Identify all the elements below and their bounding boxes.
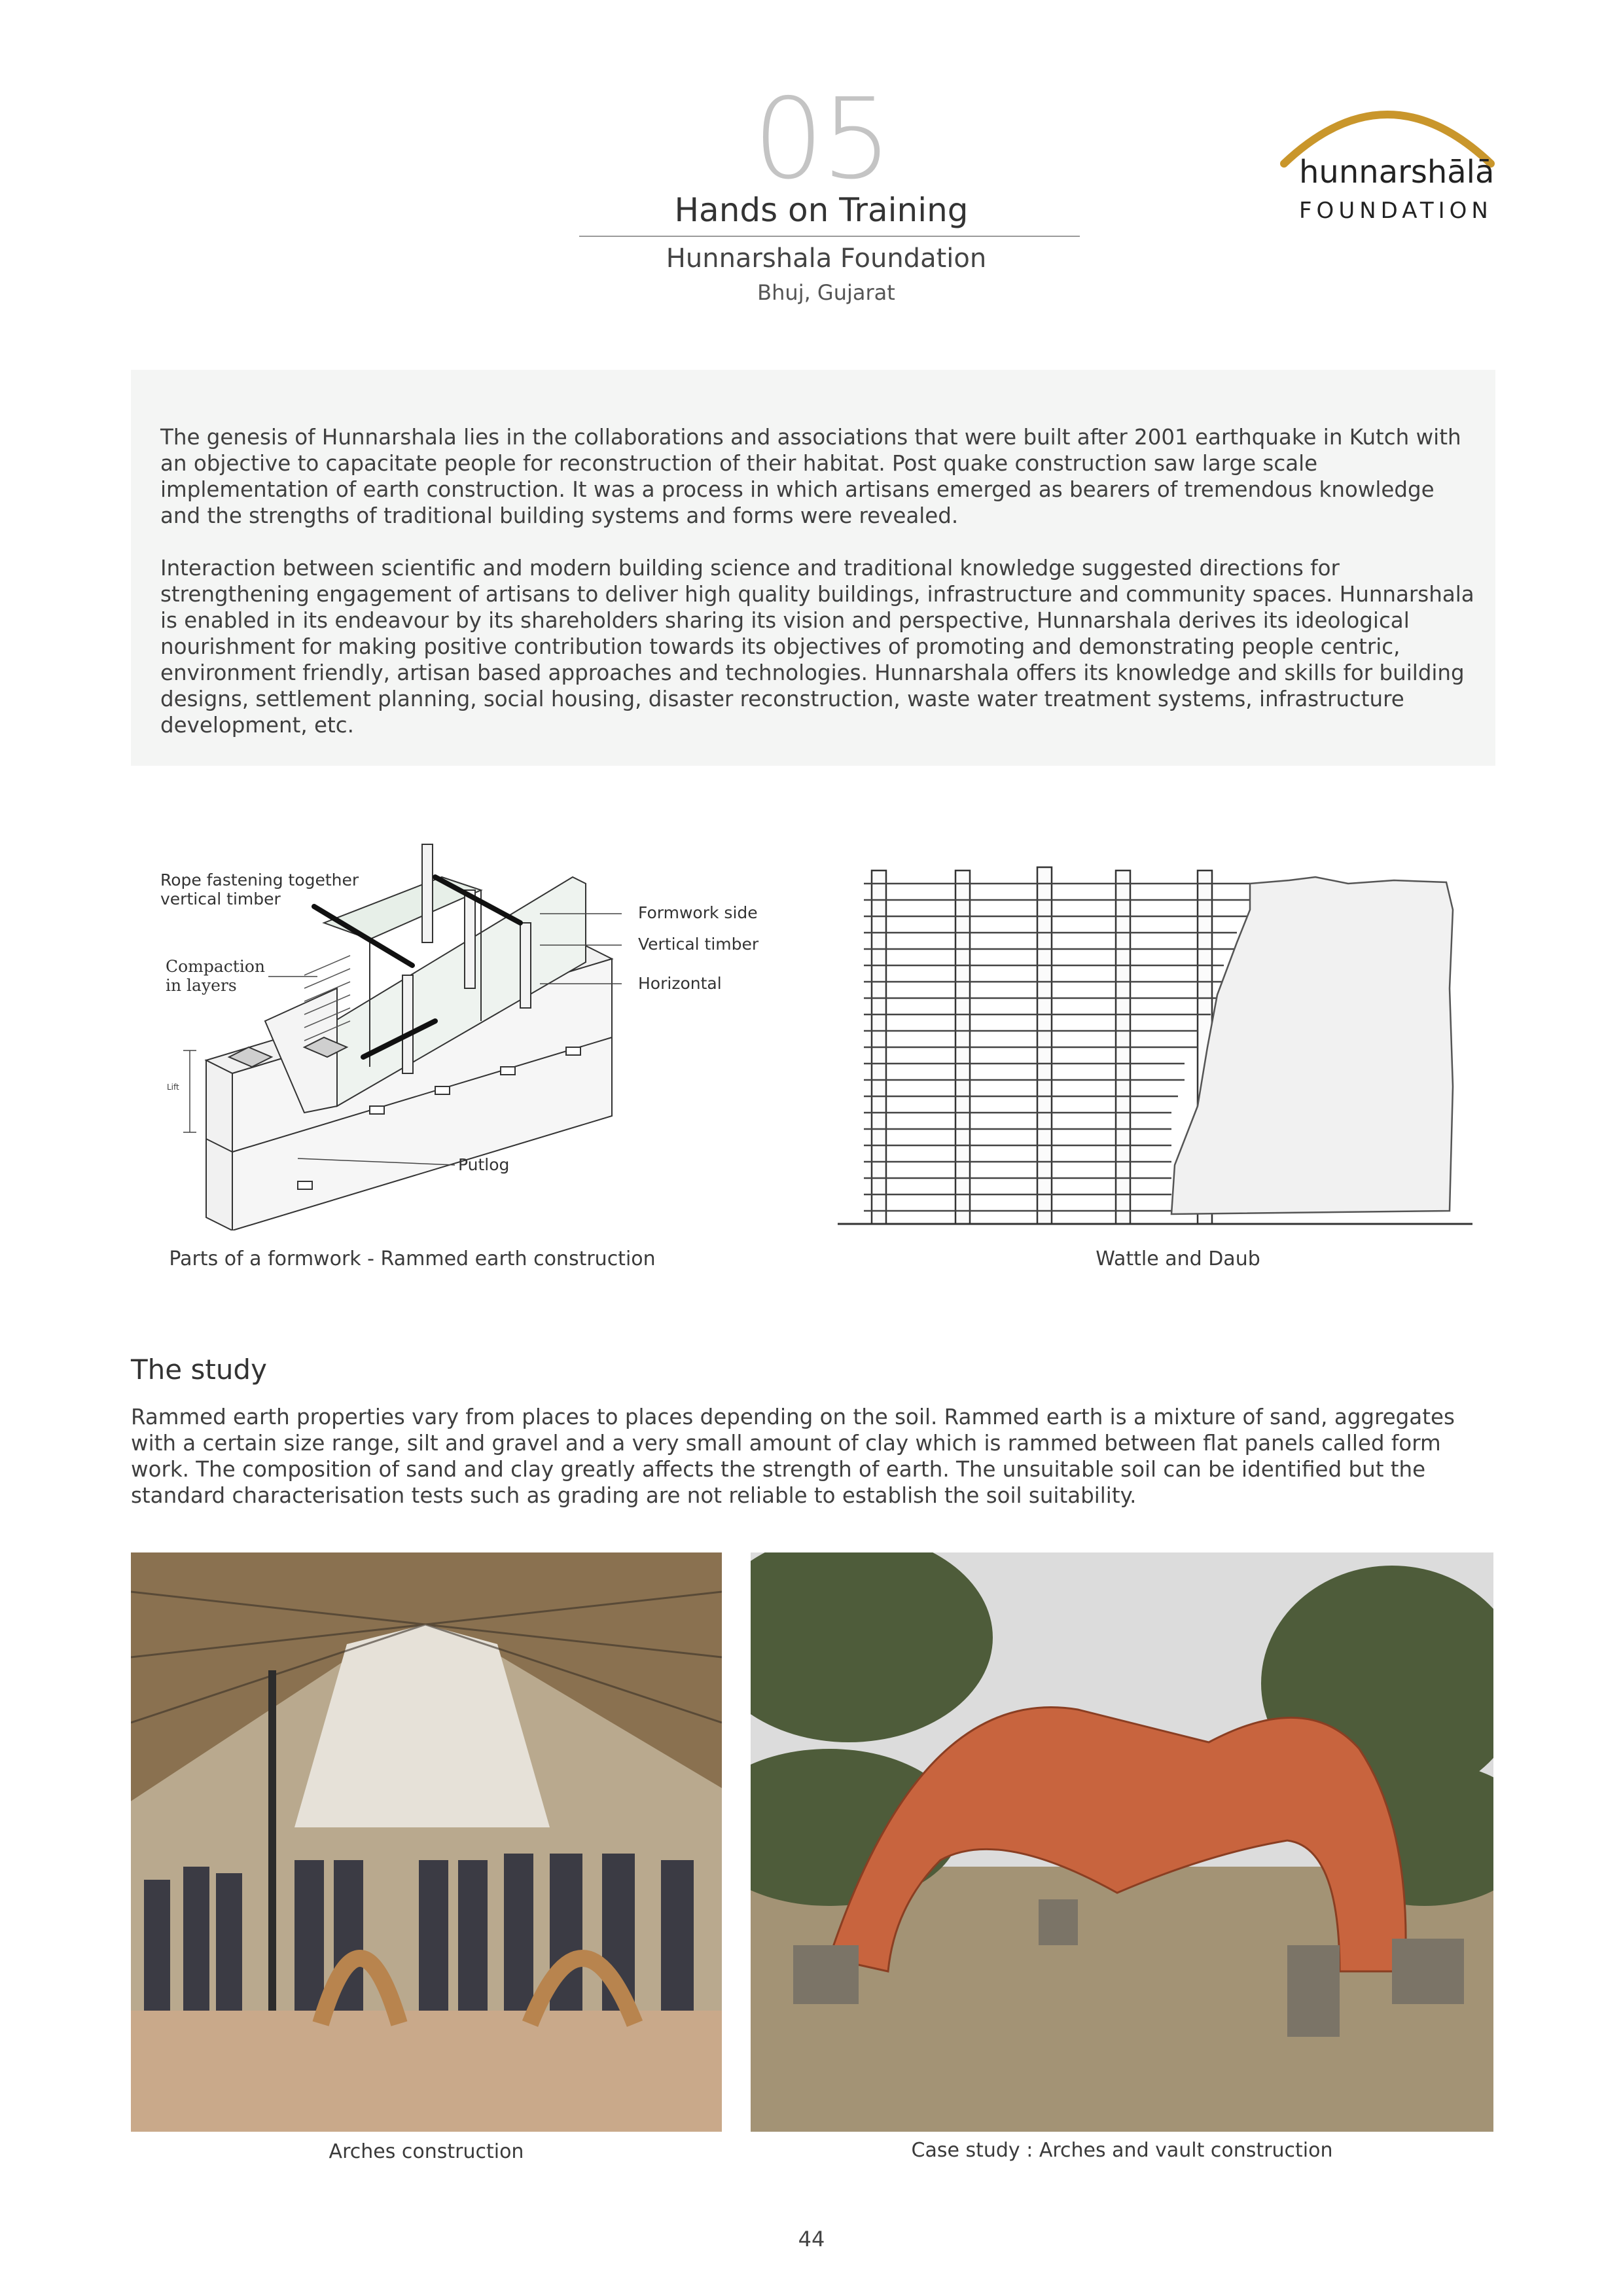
organization-name: Hunnarshala Foundation	[666, 243, 987, 274]
photo-left-caption: Arches construction	[329, 2140, 524, 2163]
section-number: 05	[753, 75, 890, 204]
arches-construction-photo	[131, 1552, 722, 2132]
formwork-caption: Parts of a formwork - Rammed earth construction	[169, 1247, 656, 1270]
page-number: 44	[798, 2227, 825, 2251]
label-rope: Rope fastening together vertical timber	[160, 870, 359, 908]
label-putlog: Putlog	[458, 1155, 510, 1174]
label-lift: Lift	[167, 1083, 179, 1092]
intro-paragraph-2: Interaction between scientific and modern building science and traditional knowledge suggested directions for strengthening engagement of artisans to deliver high quality buildings, infrastructure and community spaces. Hunnarshala is enabled in its endeavour by its shareholders sharing its vision and perspective, Hunnarshala derives its ideological nourishment for making positive contribution towards its objectives of promoting and demonstrating people centric, environment friendly, artisan based approaches and technologies. Hunnarshala offers its knowledge and skills for building designs, settlement planning, social housing, disaster reconstruction, waste water treatment systems, infrastructure development, etc.	[160, 556, 1474, 738]
wattle-daub-illustration	[831, 857, 1479, 1230]
location-text: Bhuj, Gujarat	[757, 280, 895, 305]
vault-case-study-photo	[751, 1552, 1493, 2132]
label-compaction: Compaction in layers	[166, 957, 265, 995]
logo-subtitle: FOUNDATION	[1299, 198, 1493, 224]
photo-right-caption: Case study : Arches and vault construction	[911, 2139, 1333, 2162]
label-vertical-timber: Vertical timber	[638, 935, 759, 954]
label-formwork-side: Formwork side	[638, 903, 758, 922]
study-paragraph: Rammed earth properties vary from places to places depending on the soil. Rammed earth is a mixture of sand, aggregates with a certain size range, silt and gravel and a very small amount of clay which is rammed between flat panels called form work. The composition of sand and clay greatly affects the strength of earth. The unsuitable soil can be identified but the standard characterisation tests such as grading are not reliable to establish the soil suitability.	[131, 1405, 1455, 1508]
page-title: Hands on Training	[674, 191, 969, 229]
logo-wordmark: hunnarshālā	[1299, 154, 1495, 190]
formwork-diagram	[154, 805, 769, 1230]
study-heading: The study	[131, 1354, 267, 1386]
intro-paragraph-1: The genesis of Hunnarshala lies in the collaborations and associations that were built after 2001 earthquake in Kutch with an objective to capacitate people for reconstruction of their habitat. Post quake construction saw large scale implementation of earth construction. It was a process in which artisans emerged as bearers of tremendous knowledge and the strengths of traditional building systems and forms were revealed.	[160, 425, 1461, 528]
wattle-caption: Wattle and Daub	[1096, 1247, 1260, 1270]
label-horizontal: Horizontal	[638, 974, 722, 993]
title-divider	[579, 236, 1080, 237]
